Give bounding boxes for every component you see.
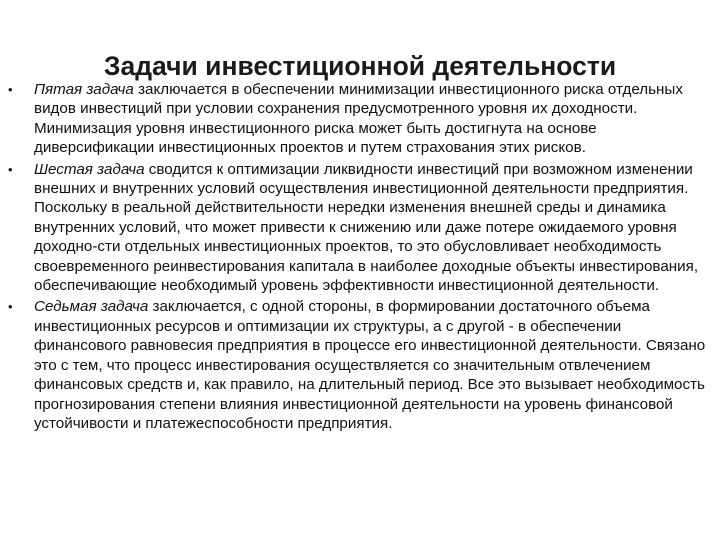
task-heading: Пятая задача [34,81,134,98]
bullet-marker: • [8,82,13,97]
bullet-list [8,80,714,435]
bullet-marker: • [8,161,13,177]
task-heading: Седьмая задача [34,298,149,316]
bullet-marker: • [8,299,13,315]
bullet-item-7 [8,297,714,433]
bullet-item-6 [8,160,714,296]
task-text: заключается в обеспечении минимизации инвестиционного риска отдельных видов инвестиций при условии сохранения предусмотренного уровня их доходности. Минимизация уровня инвестиционного риска может быть достигнута на основе диверсификации инвестиционных проектов и путем страхования этих рисков. [34,81,683,157]
task-text: заключается, с одной стороны, в формировании достаточного объема инвестиционных ресурсов и оптимизации их структуры, а с другой - в обеспечении финансового равновесия предприятия в процессе его инвестиционной деятельности. Связано это с тем, что процесс инвестирования осуществляется со значительным отвлечением финансовых средств и, как правило, на длительный период. Все это вызывает необходимость прогнозирования степени влияния инвестиционной деятельности на уровень финансовой устойчивости и платежеспособности предприятия. [34,298,706,432]
task-heading: Шестая задача [34,160,145,178]
bullet-item-5 [8,80,714,158]
task-text: сводится к оптимизации ликвидности инвестиций при возможном изменении внешних и внутренних условий осуществления инвестиционной деятельности предприятия. Поскольку в реальной действительности нередки изменения внешней среды и динамика внутренних условий, что может привести к снижению или даже потере ожидаемого уровня доходно-сти отдельных инвестиционных проектов, то это обусловливает необходимость своевременного реинвестирования капитала в наиболее доходные объекты инвестирования, обеспечивающие необходимый уровень эффективности инвестиционной деятельности. [34,160,699,295]
slide-title: Задачи инвестиционной деятельности [103,51,617,81]
